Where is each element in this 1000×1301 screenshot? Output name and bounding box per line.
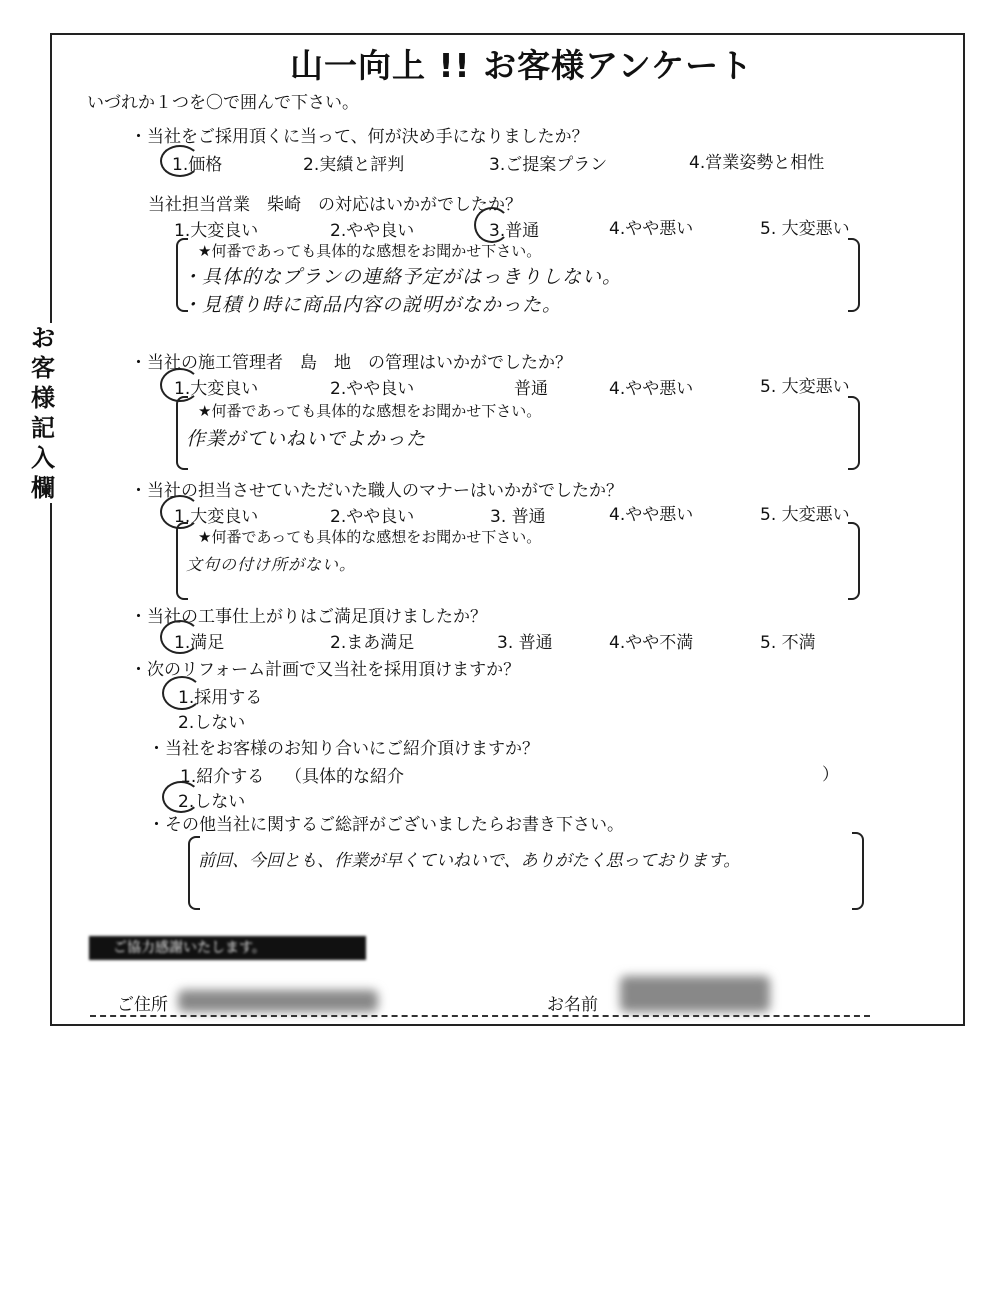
q3-option-1[interactable]: 1.大変良い xyxy=(174,379,259,399)
q3-comment-bracket-right xyxy=(848,396,860,470)
address-label: ご住所 xyxy=(117,995,168,1015)
q2-option-4[interactable]: 4.やや悪い xyxy=(609,219,694,239)
q4-question: ・当社の担当させていただいた職人のマナーはいかがでしたか？ xyxy=(130,481,623,501)
q5-selected-circle xyxy=(160,620,200,654)
q8-comment-bracket-right xyxy=(852,832,864,910)
q5-question: ・当社の工事仕上がりはご満足頂けましたか？ xyxy=(130,607,487,627)
q1-option-2[interactable]: 2.実績と評判 xyxy=(303,155,405,175)
q3-option-3[interactable]: 普通 xyxy=(514,379,548,399)
q3-comment-note: ★何番であっても具体的な感想をお聞かせ下さい。 xyxy=(198,402,542,420)
q5-option-4[interactable]: 4.やや不満 xyxy=(609,633,694,653)
q1-option-3[interactable]: 3.ご提案プラン xyxy=(489,155,608,175)
q4-option-4[interactable]: 4.やや悪い xyxy=(609,505,694,525)
q5-option-1[interactable]: 1.満足 xyxy=(174,633,225,653)
q5-option-3[interactable]: 3. 普通 xyxy=(497,633,553,653)
q8-handwritten-answer: 前回、今回とも、作業が早くていねいで、ありがたく思っております。 xyxy=(198,851,741,871)
q4-option-1[interactable]: 1.大変良い xyxy=(174,507,259,527)
q2-option-1[interactable]: 1.大変良い xyxy=(174,221,259,241)
q2-comment-note: ★何番であっても具体的な感想をお聞かせ下さい。 xyxy=(198,242,542,260)
q2-question: 当社担当営業 柴崎 の対応はいかがでしたか？ xyxy=(148,195,522,215)
q2-selected-circle xyxy=(474,207,510,243)
q2-handwritten-answer-line1: ・具体的なプランの連絡予定がはっきりしない。 xyxy=(182,266,623,288)
q5-option-2[interactable]: 2.まあ満足 xyxy=(330,633,415,653)
q2-option-3[interactable]: 3.普通 xyxy=(489,221,540,241)
q1-option-4[interactable]: 4.営業姿勢と相性 xyxy=(689,153,825,173)
q5-option-5[interactable]: 5. 不満 xyxy=(760,633,816,653)
q2-option-5[interactable]: 5. 大変悪い xyxy=(760,219,850,239)
q7-close-paren: ） xyxy=(822,765,839,785)
q4-option-5[interactable]: 5. 大変悪い xyxy=(760,505,850,525)
q6-option-2[interactable]: 2.しない xyxy=(178,713,246,733)
customer-entry-side-label: お 客 様 記 入 欄 xyxy=(28,323,58,503)
q2-option-2[interactable]: 2.やや良い xyxy=(330,221,415,241)
q4-handwritten-answer: 文句の付け所がない。 xyxy=(186,555,357,574)
q3-option-5[interactable]: 5. 大変悪い xyxy=(760,377,850,397)
q1-option-1[interactable]: 1.価格 xyxy=(172,155,223,175)
q7-option-1-detail: （具体的な紹介 xyxy=(285,767,404,787)
q4-option-2[interactable]: 2.やや良い xyxy=(330,507,415,527)
q7-option-1[interactable]: 1.紹介する xyxy=(180,767,265,787)
q3-question: ・当社の施工管理者 島 地 の管理はいかがでしたか？ xyxy=(130,353,572,373)
name-label: お名前 xyxy=(547,995,598,1015)
q1-selected-circle xyxy=(160,145,200,177)
instruction-text: いづれか１つを〇で囲んで下さい。 xyxy=(87,93,359,113)
q7-question: ・当社をお客様のお知り合いにご紹介頂けますか？ xyxy=(148,739,539,759)
q3-option-4[interactable]: 4.やや悪い xyxy=(609,379,694,399)
thanks-banner: ご協力感謝いたします。 xyxy=(89,936,366,960)
q1-question: ・当社をご採用頂くに当って、何が決め手になりましたか？ xyxy=(130,127,589,147)
q6-selected-circle xyxy=(162,676,202,710)
q2-comment-bracket-right xyxy=(848,238,860,312)
form-title: 山一向上 !! お客様アンケート xyxy=(290,46,754,85)
name-redacted xyxy=(620,976,770,1012)
q6-option-1[interactable]: 1.採用する xyxy=(178,688,263,708)
q4-option-3[interactable]: 3. 普通 xyxy=(490,507,546,527)
signature-dashed-line xyxy=(90,1015,870,1017)
q6-question: ・次のリフォーム計画で又当社を採用頂けますか？ xyxy=(130,660,521,680)
q4-comment-bracket-right xyxy=(848,522,860,600)
q3-option-2[interactable]: 2.やや良い xyxy=(330,379,415,399)
q7-selected-circle xyxy=(162,781,200,813)
q4-comment-note: ★何番であっても具体的な感想をお聞かせ下さい。 xyxy=(198,528,542,546)
address-redacted xyxy=(178,990,378,1012)
q2-handwritten-answer-line2: ・見積り時に商品内容の説明がなかった。 xyxy=(182,294,563,316)
q7-option-2[interactable]: 2.しない xyxy=(178,792,246,812)
q8-question: ・その他当社に関するご総評がございましたらお書き下さい。 xyxy=(148,815,624,835)
q3-handwritten-answer: 作業がていねいでよかった xyxy=(186,428,427,450)
